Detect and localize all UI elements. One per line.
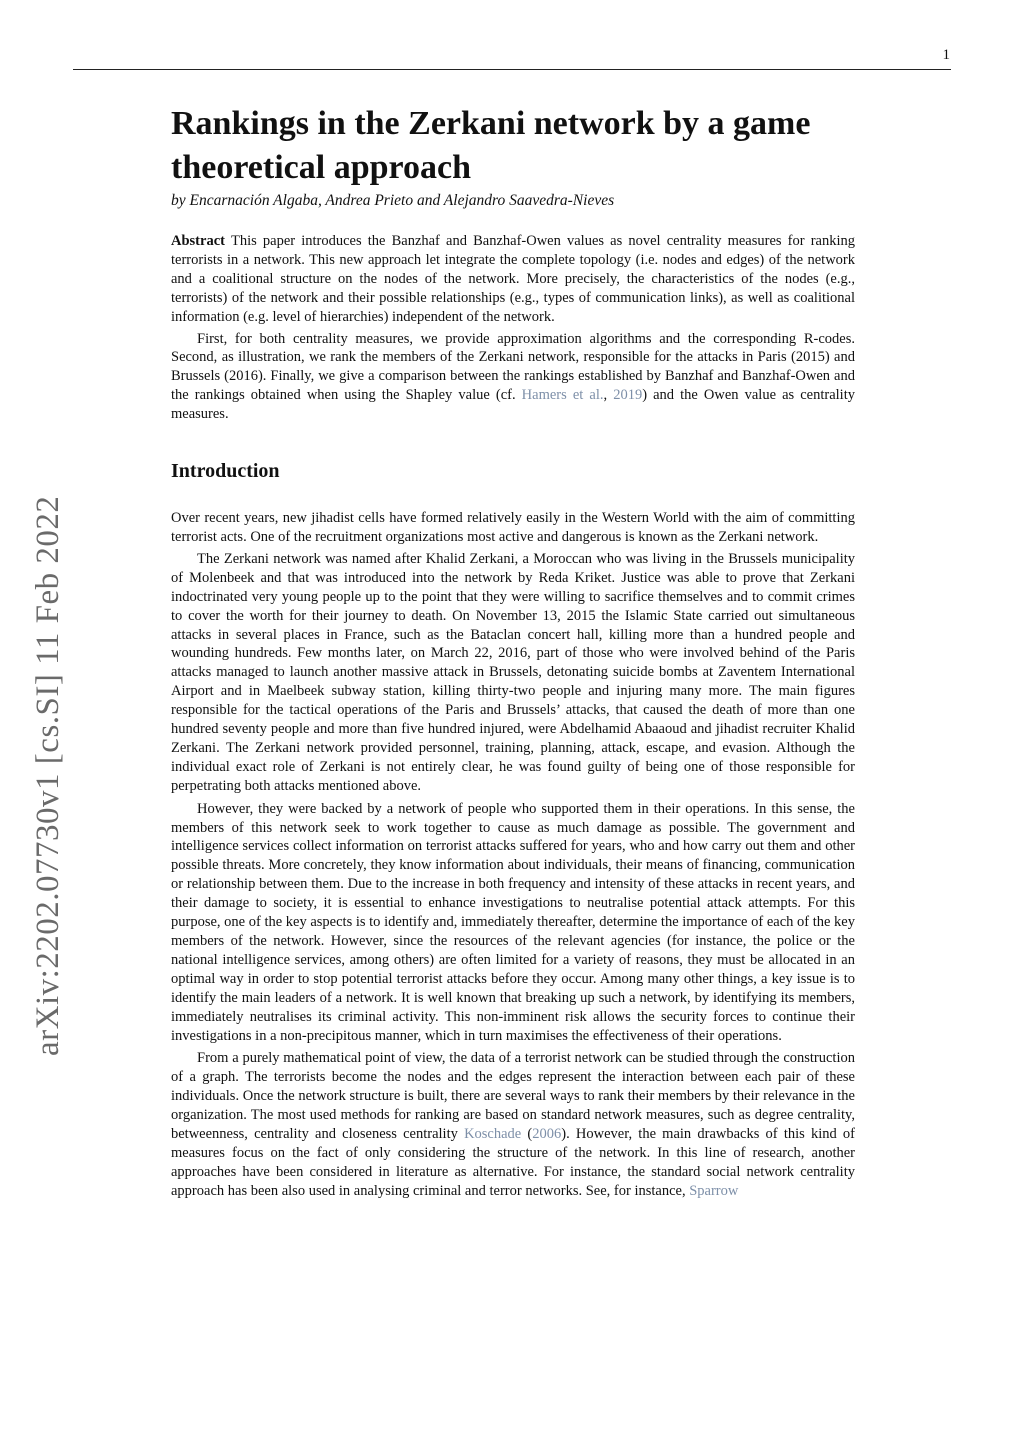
intro-paragraph-3: However, they were backed by a network of people who supported them in their operations. In this sense, the members of this network seek to work together to cause as much damage as possible. The government and intelligence services collect information on terrorist attacks suffered for years, who and how carry out them and other possible threats. More concretely, they know information about individuals, their means of financing, communication or relationship between them. Due to the increase in both frequency and intensity of these attacks in recent years, and their damage to society, it is essential to enhance investigations to neutralise potential attack attempts. For this purpose, one of the key aspects is to identify and, immediately thereafter, determine the importance of each of the key members of the network. However, since the resources of the relevant agencies (for instance, the police or the national intelligence services, among others) are often limited for a variety of reasons, they must be allocated in an optimal way in order to stop potential terrorist attacks before they occur. Among many other things, a key issue is to identify the main leaders of a network. It is well known that breaking up such a network, by identifying its members, immediately neutralises its criminal activity. This non-imminent risk allows the security forces to continue their investigations in a non-precipitous manner, which in turn maximises the effectiveness of their operations. [171, 800, 855, 1044]
paper-title: Rankings in the Zerkani network by a game theoretical approach [171, 105, 811, 186]
page-number: 1 [942, 47, 950, 63]
intro-paragraph-1: Over recent years, new jihadist cells have formed relatively easily in the Western World with the aim of committing terrorist acts. One of the recruitment organizations most active and dangerous is known as the Zerkani network. [171, 510, 855, 545]
intro-text-4b: ). However, the main drawbacks of this kind of measures focus on the fact of only considering the structure of the network. In this line of research, another approaches have been considered in literature as alternative. For instance, the standard social network centrality approach has been also used in analysing criminal and terror networks. See, for instance, [171, 1126, 856, 1199]
citation-open: ( [521, 1126, 533, 1143]
abstract-block [171, 232, 855, 424]
abstract-text-2b: ) and the Owen value as centrality measures. [171, 387, 855, 423]
abstract-paragraph-2 [171, 330, 855, 425]
abstract-label: Abstract [171, 233, 225, 249]
paper-content [171, 102, 855, 1201]
citation-link-koschade[interactable]: Koschade [464, 1126, 522, 1143]
abstract-text-2a: First, for both centrality measures, we provide approximation algorithms and the corresponding R-codes. Second, as illustration, we rank the members of the Zerkani network, responsible for the attacks in Paris (2015) and Brussels (2016). Finally, we give a comparison between the rankings established by Banzhaf and Banzhaf-Owen and the rankings obtained when using the Shapley value (cf. [171, 330, 855, 404]
citation-separator: , [603, 387, 614, 404]
arxiv-side-stamp: arXiv:2202.07730v1 [cs.SI] 11 Feb 2022 [30, 495, 66, 1056]
intro-text-4a: From a purely mathematical point of view, the data of a terrorist network can be studied through the construction of a graph. The terrorists become the nodes and the edges represent the interaction between each pair of these individuals. Once the network structure is built, there are several ways to rank their members by their relevance in the organization. The most used methods for ranking are based on standard network measures, such as degree centrality, betweenness, centrality and closeness centrality [171, 1050, 855, 1143]
abstract-paragraph-1 [171, 232, 855, 327]
abstract-text-1: This paper introduces the Banzhaf and Banzhaf-Owen values as novel centrality measures for ranking terrorists in a network. This new approach let integrate the complete topology (i.e. nodes and edges) of the network and a coalitional structure on the nodes of the network. More precisely, the characteristics of the nodes (e.g., terrorists) of the network and their possible relationships (e.g., types of communication links), as well as coalitional information (e.g. level of hierarchies) independent of the network. [171, 233, 855, 325]
citation-link-hamers[interactable]: Hamers et al. [521, 387, 604, 404]
intro-paragraph-2: The Zerkani network was named after Khalid Zerkani, a Moroccan who was living in the Brussels municipality of Molenbeek and that was introduced into the network by Reda Kriket. Justice was able to prove that Zerkani indoctrinated very young people up to the point that they were willing to sacrifice themselves and to commit crimes to cover the worth for their journey to death. On November 13, 2015 the Islamic State carried out simultaneous attacks in several places in France, such as the Bataclan concert hall, killing more than a hundred people and wounding hundreds. Few months later, on March 22, 2016, part of those who were involved behind of the Paris attacks managed to launch another massive attack in Brussels, detonating suicide bombs at Zaventem International Airport and in Maelbeek subway station, killing thirty-two people and injuring many more. The main figures responsible for the tactical operations of the Paris and Brussels’ attacks, that caused the death of more than one hundred seventy people and more than five hundred injured, were Abdelhamid Abaaoud and jihadist recruiter Khalid Zerkani. The Zerkani network provided personnel, training, planning, attack, escape, and evasion. Although the individual exact role of Zerkani is not entirely clear, he was found guilty of being one of those responsible for perpetrating both attacks mentioned above. [171, 550, 855, 794]
paper-authors: by Encarnación Algaba, Andrea Prieto and Alejandro Saavedra-Nieves [171, 192, 615, 209]
citation-link-sparrow[interactable]: Sparrow [689, 1182, 739, 1199]
section-heading-introduction: Introduction [171, 460, 280, 483]
citation-link-hamers-year[interactable]: 2019 [613, 387, 643, 404]
citation-link-koschade-year[interactable]: 2006 [532, 1126, 562, 1143]
header-rule [73, 69, 951, 70]
intro-paragraph-4 [171, 1049, 855, 1200]
